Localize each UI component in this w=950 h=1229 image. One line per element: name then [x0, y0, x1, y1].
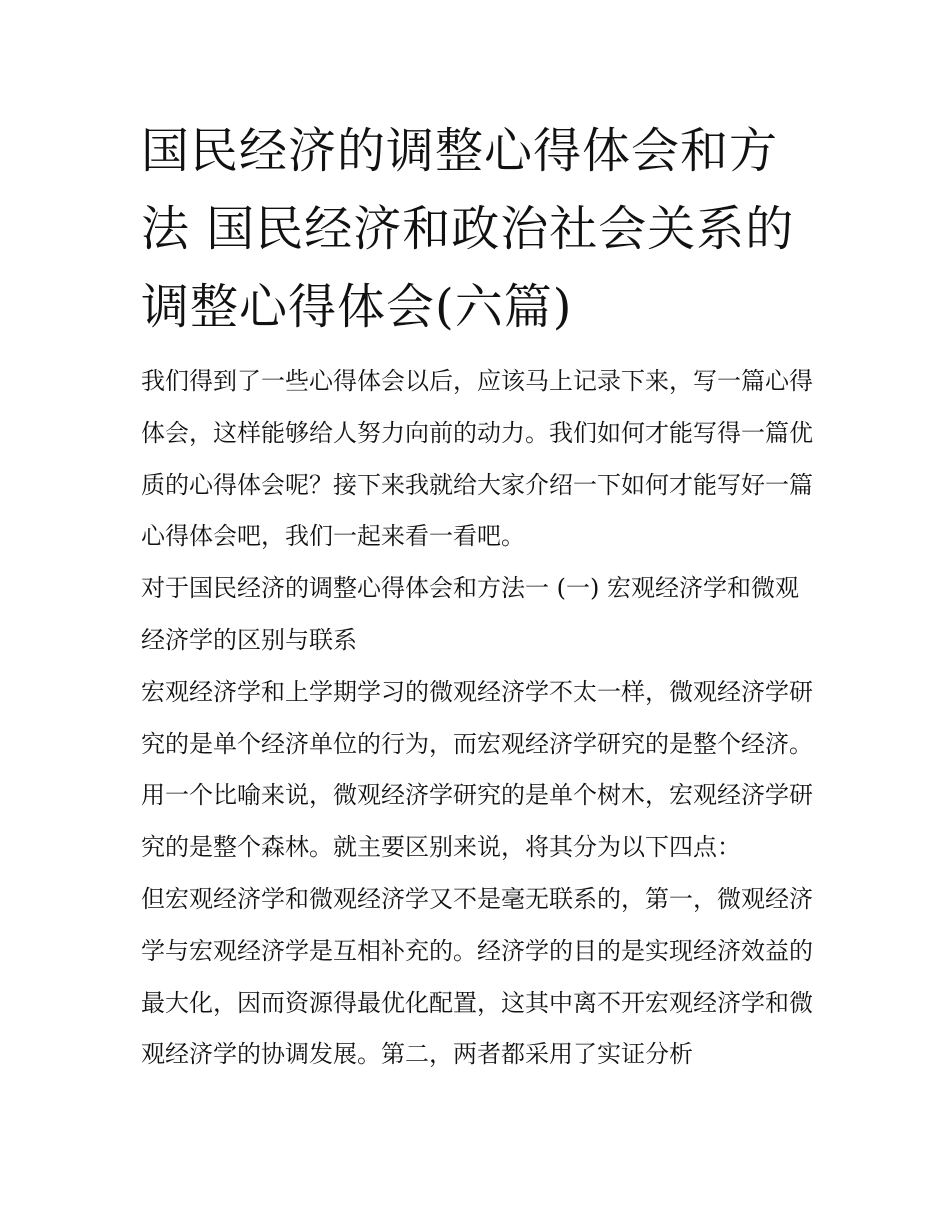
paragraph-intro: 我们得到了一些心得体会以后，应该马上记录下来，写一篇心得体会，这样能够给人努力向前的动力。我们如何才能写得一篇优质的心得体会呢？接下来我就给大家介绍一下如何才能写好一篇心得体会吧，我们一起来看一看吧。	[141, 367, 813, 551]
paragraph-connection: 但宏观经济学和微观经济学又不是毫无联系的，第一，微观经济学与宏观经济学是互相补充的。经济学的目的是实现经济效益的最大化，因而资源得最优化配置，这其中离不开宏观经济学和微观经济学的协调发展。第二，两者都采用了实证分析	[141, 884, 813, 1069]
paragraph-section-heading: 对于国民经济的调整心得体会和方法一 (一) 宏观经济学和微观经济学的区别与联系	[141, 574, 799, 654]
paragraph-difference: 宏观经济学和上学期学习的微观经济学不太一样，微观经济学研究的是单个经济单位的行为，而宏观经济学研究的是整个经济。用一个比喻来说，微观经济学研究的是单个树木，宏观经济学研究的是整个森林。就主要区别来说，将其分为以下四点：	[141, 677, 813, 862]
document-title: 国民经济的调整心得体会和方法 国民经济和政治社会关系的调整心得体会(六篇)	[141, 123, 795, 335]
document-page	[141, 112, 813, 1081]
